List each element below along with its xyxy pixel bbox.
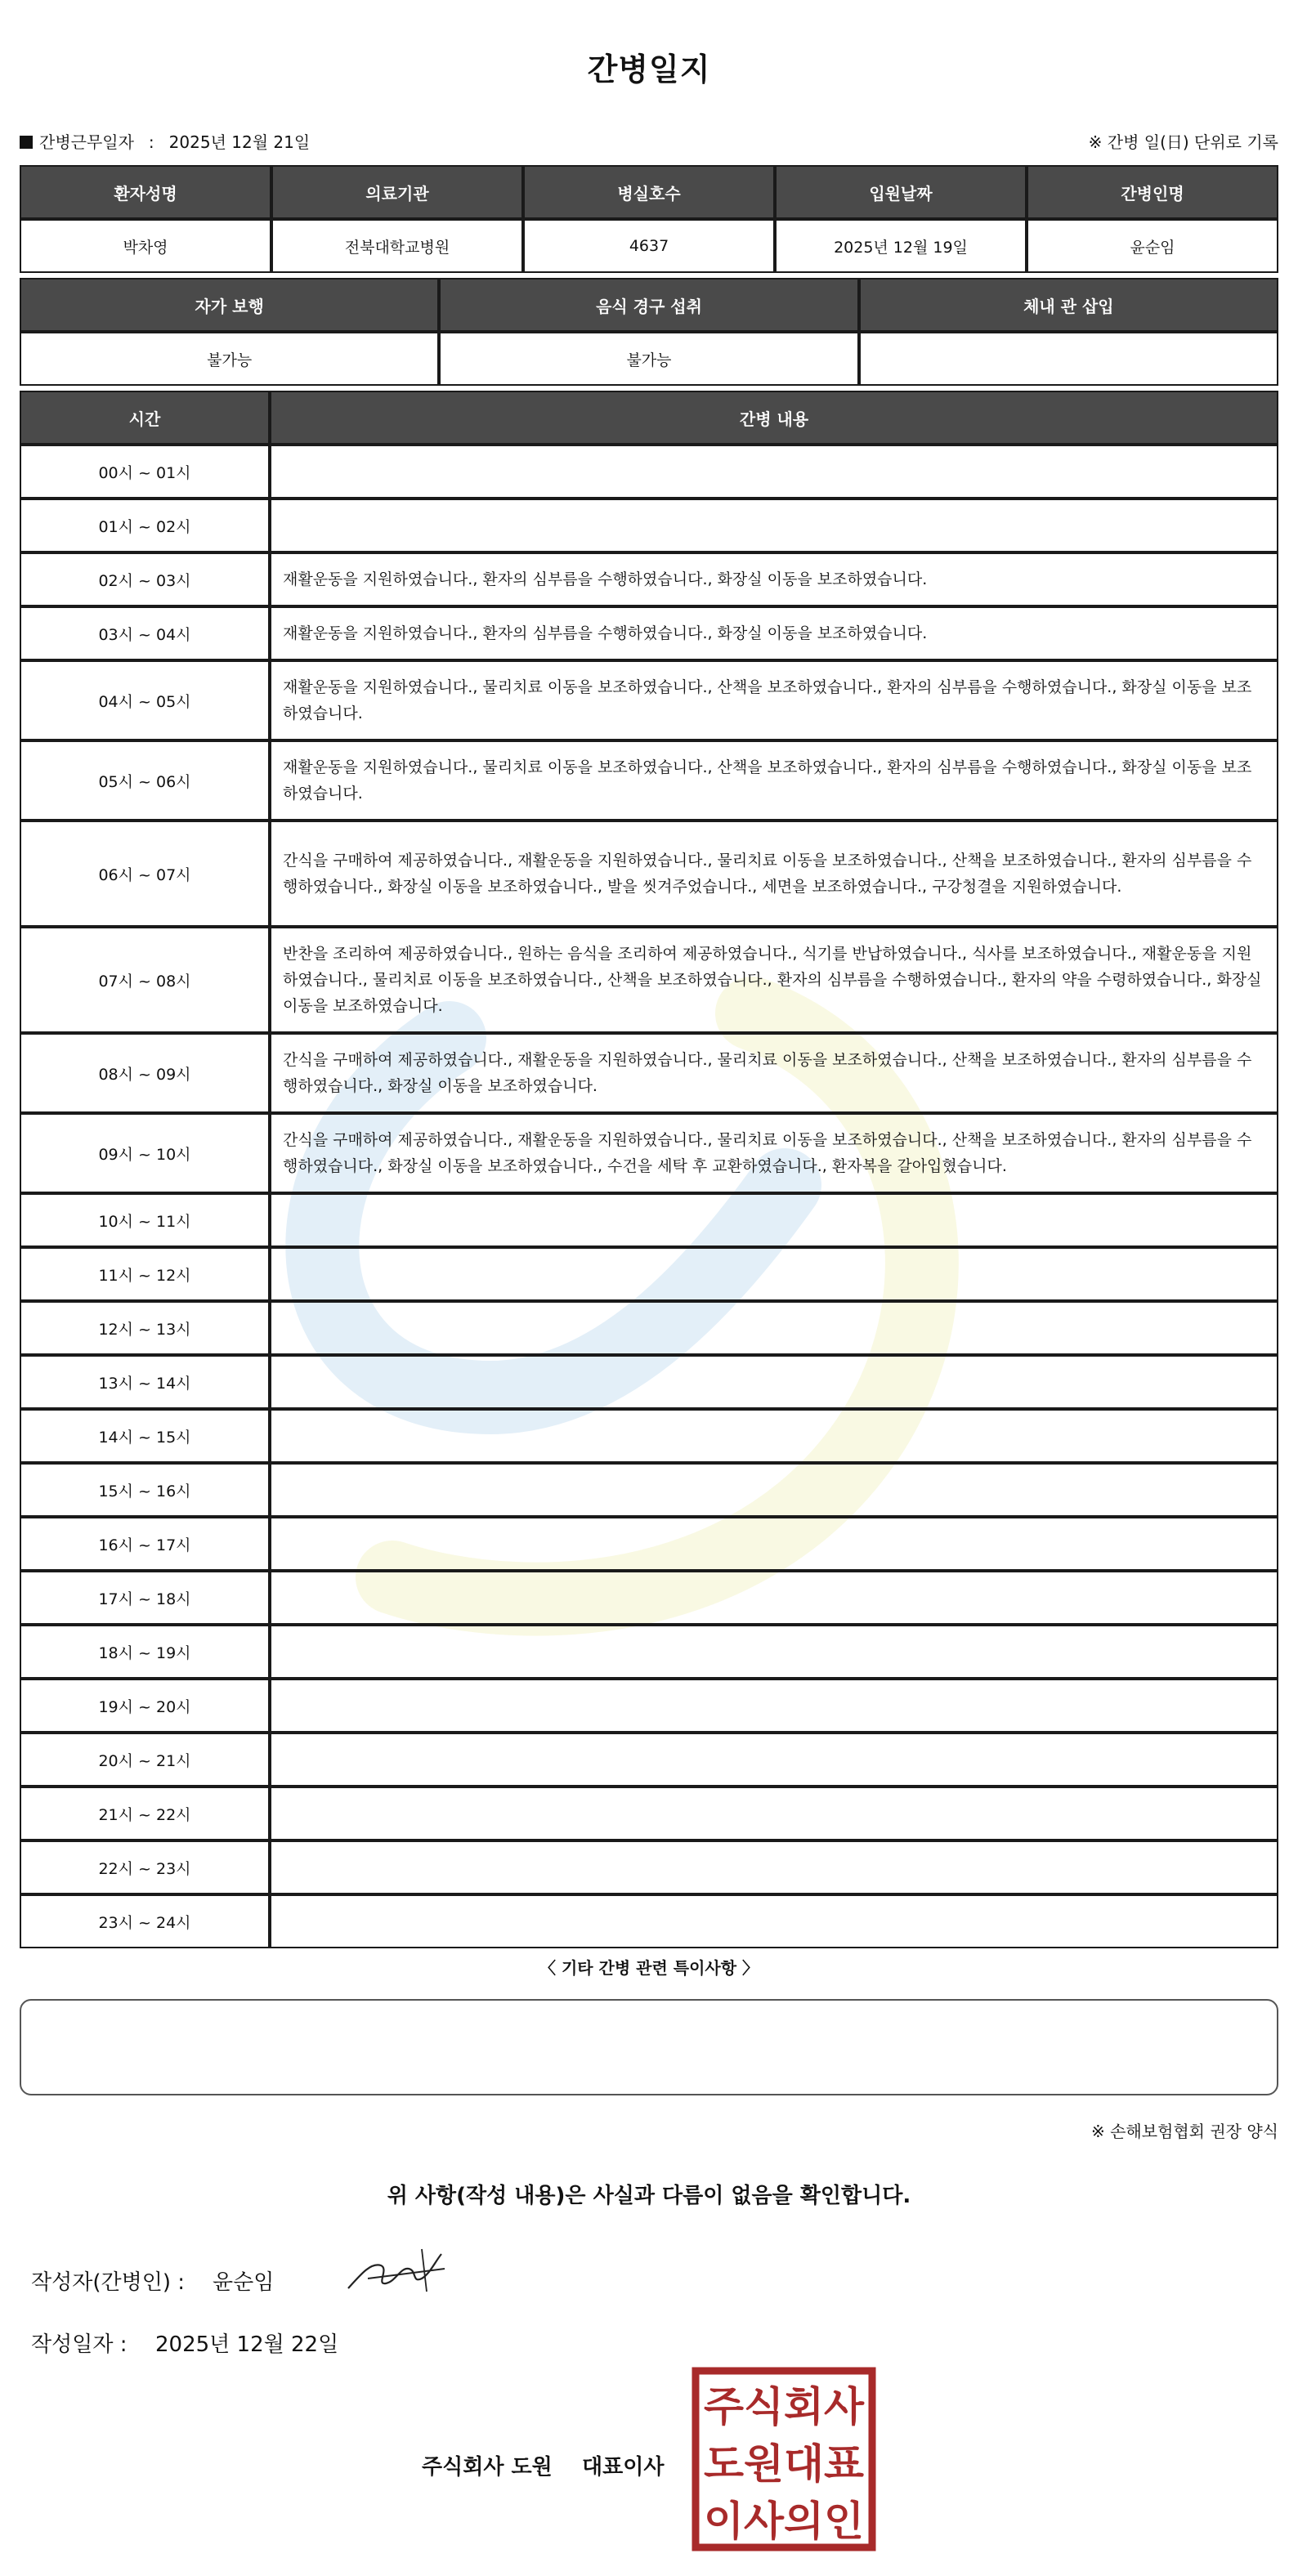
log-time: 21시 ~ 22시: [20, 1787, 270, 1840]
log-time: 11시 ~ 12시: [20, 1247, 270, 1301]
header-care-content: 간병 내용: [270, 391, 1278, 445]
document-title: 간병일지: [587, 51, 711, 87]
unit-note: ※ 간병 일(日) 단위로 기록: [1088, 132, 1278, 152]
header-admission-date: 입원날짜: [775, 165, 1027, 219]
log-time: 03시 ~ 04시: [20, 606, 270, 660]
log-content: 간식을 구매하여 제공하였습니다., 재활운동을 지원하였습니다., 물리치료 이동을 보조하였습니다., 산책을 보조하였습니다., 환자의 심부름을 수행하였습니다., 화장실 이동을 보조하였습니다., 수건을 세탁 후 교환하였습니다., 환자복을 갈아입혔습니다.: [270, 1113, 1278, 1193]
work-date-label: 간병근무일자: [39, 132, 134, 152]
log-time: 15시 ~ 16시: [20, 1463, 270, 1517]
log-time: 02시 ~ 03시: [20, 552, 270, 606]
log-content: 재활운동을 지원하였습니다., 물리치료 이동을 보조하였습니다., 산책을 보조하였습니다., 환자의 심부름을 수행하였습니다., 화장실 이동을 보조하였습니다.: [270, 660, 1278, 740]
seal-line-1: 주식회사: [704, 2383, 865, 2431]
log-time: 05시 ~ 06시: [20, 740, 270, 821]
log-content: [270, 1517, 1278, 1571]
log-time: 18시 ~ 19시: [20, 1625, 270, 1679]
company-name: 주식회사 도원: [422, 2455, 553, 2480]
table-row: [20, 606, 1278, 660]
log-content: 재활운동을 지원하였습니다., 물리치료 이동을 보조하였습니다., 산책을 보조하였습니다., 환자의 심부름을 수행하였습니다., 화장실 이동을 보조하였습니다.: [270, 740, 1278, 821]
log-time: 20시 ~ 21시: [20, 1733, 270, 1787]
log-time: 16시 ~ 17시: [20, 1517, 270, 1571]
care-log-table: [20, 391, 1278, 1948]
log-content: [270, 1355, 1278, 1409]
table-row: [20, 1301, 1278, 1355]
patient-status-header-row: [20, 278, 1278, 332]
admission-date-value: 2025년 12월 19일: [775, 219, 1027, 273]
table-row: [20, 1571, 1278, 1625]
table-row: [20, 740, 1278, 821]
table-row: [20, 1679, 1278, 1733]
signature-image: [343, 2238, 450, 2296]
notes-title: 〈 기타 간병 관련 특이사항 〉: [539, 1958, 759, 1978]
writer-name: 윤순임: [213, 2270, 275, 2295]
log-time: 10시 ~ 11시: [20, 1193, 270, 1247]
writer-label: 작성자(간병인) :: [31, 2270, 186, 2295]
patient-status-table: [20, 278, 1278, 386]
confirmation-statement: 위 사항(작성 내용)은 사실과 다름이 없음을 확인합니다.: [387, 2184, 911, 2208]
log-time: 19시 ~ 20시: [20, 1679, 270, 1733]
table-row: [20, 1193, 1278, 1247]
work-date-separator: :: [148, 132, 154, 152]
table-row: [20, 1463, 1278, 1517]
table-row: [20, 1787, 1278, 1840]
log-time: 06시 ~ 07시: [20, 821, 270, 927]
ceo-title: 대표이사: [582, 2455, 665, 2480]
table-row: [20, 1733, 1278, 1787]
header-hospital: 의료기관: [271, 165, 523, 219]
log-content: [270, 1409, 1278, 1463]
caregiver-name-value: 윤순임: [1027, 219, 1278, 273]
log-content: 재활운동을 지원하였습니다., 환자의 심부름을 수행하였습니다., 화장실 이동을 보조하였습니다.: [270, 552, 1278, 606]
log-time: 08시 ~ 09시: [20, 1033, 270, 1113]
care-log-header-row: [20, 391, 1278, 445]
table-row: [20, 821, 1278, 927]
room-number-value: 4637: [523, 219, 775, 273]
table-row: [20, 1247, 1278, 1301]
log-content: [270, 1571, 1278, 1625]
patient-info-table: [20, 165, 1278, 273]
header-self-walking: 자가 보행: [20, 278, 439, 332]
log-content: [270, 1193, 1278, 1247]
table-row: [20, 552, 1278, 606]
hospital-value: 전북대학교병원: [271, 219, 523, 273]
table-row: [20, 1113, 1278, 1193]
header-patient-name: 환자성명: [20, 165, 271, 219]
log-content: [270, 1733, 1278, 1787]
header-caregiver-name: 간병인명: [1027, 165, 1278, 219]
log-content: 반찬을 조리하여 제공하였습니다., 원하는 음식을 조리하여 제공하였습니다., 식기를 반납하였습니다., 식사를 보조하였습니다., 재활운동을 지원하였습니다., 물리치료 이동을 보조하였습니다., 산책을 보조하였습니다., 환자의 심부름을 수행하였습니다., 환자의 약을 수령하였습니다., 화장실 이동을 보조하였습니다.: [270, 927, 1278, 1033]
log-content: [270, 445, 1278, 499]
log-time: 23시 ~ 24시: [20, 1894, 270, 1948]
write-date-value: 2025년 12월 22일: [155, 2332, 339, 2357]
log-content: [270, 1625, 1278, 1679]
log-time: 01시 ~ 02시: [20, 499, 270, 552]
log-content: [270, 1787, 1278, 1840]
log-time: 14시 ~ 15시: [20, 1409, 270, 1463]
seal-line-2: 도원대표: [704, 2440, 865, 2488]
header-time: 시간: [20, 391, 270, 445]
log-time: 12시 ~ 13시: [20, 1301, 270, 1355]
seal-line-3: 이사의인: [704, 2498, 864, 2545]
log-time: 04시 ~ 05시: [20, 660, 270, 740]
association-note: ※ 손해보험협회 권장 양식: [1090, 2122, 1278, 2141]
log-content: [270, 1679, 1278, 1733]
table-row: [20, 927, 1278, 1033]
table-row: [20, 1894, 1278, 1948]
patient-info-header-row: [20, 165, 1278, 219]
table-row: [20, 1517, 1278, 1571]
log-time: 09시 ~ 10시: [20, 1113, 270, 1193]
self-walking-value: 불가능: [20, 332, 439, 386]
header-tube-insertion: 체내 관 삽입: [859, 278, 1278, 332]
table-row: [20, 1033, 1278, 1113]
tube-insertion-value: [859, 332, 1278, 386]
patient-info-value-row: [20, 219, 1278, 273]
patient-name-value: 박차영: [20, 219, 271, 273]
log-content: [270, 1894, 1278, 1948]
log-content: [270, 1840, 1278, 1894]
company-seal-stamp: [692, 2367, 876, 2551]
write-date-label: 작성일자 :: [31, 2332, 128, 2357]
log-content: [270, 1463, 1278, 1517]
square-bullet-icon: [20, 136, 33, 149]
log-content: 간식을 구매하여 제공하였습니다., 재활운동을 지원하였습니다., 물리치료 이동을 보조하였습니다., 산책을 보조하였습니다., 환자의 심부름을 수행하였습니다., 화장실 이동을 보조하였습니다.: [270, 1033, 1278, 1113]
table-row: [20, 499, 1278, 552]
log-content: 재활운동을 지원하였습니다., 환자의 심부름을 수행하였습니다., 화장실 이동을 보조하였습니다.: [270, 606, 1278, 660]
header-room-number: 병실호수: [523, 165, 775, 219]
table-row: [20, 1409, 1278, 1463]
header-oral-intake: 음식 경구 섭취: [439, 278, 858, 332]
log-time: 13시 ~ 14시: [20, 1355, 270, 1409]
log-time: 00시 ~ 01시: [20, 445, 270, 499]
table-row: [20, 445, 1278, 499]
oral-intake-value: 불가능: [439, 332, 858, 386]
patient-status-value-row: [20, 332, 1278, 386]
table-row: [20, 660, 1278, 740]
log-time: 22시 ~ 23시: [20, 1840, 270, 1894]
log-content: [270, 1247, 1278, 1301]
table-row: [20, 1625, 1278, 1679]
log-time: 07시 ~ 08시: [20, 927, 270, 1033]
work-date-value: 2025년 12월 21일: [168, 132, 311, 152]
table-row: [20, 1840, 1278, 1894]
log-content: [270, 1301, 1278, 1355]
notes-box: [20, 1999, 1278, 2095]
log-content: 간식을 구매하여 제공하였습니다., 재활운동을 지원하였습니다., 물리치료 이동을 보조하였습니다., 산책을 보조하였습니다., 환자의 심부름을 수행하였습니다., 화장실 이동을 보조하였습니다., 발을 씻겨주었습니다., 세면을 보조하였습니다., 구강청결을 지원하였습니다.: [270, 821, 1278, 927]
table-row: [20, 1355, 1278, 1409]
log-time: 17시 ~ 18시: [20, 1571, 270, 1625]
log-content: [270, 499, 1278, 552]
